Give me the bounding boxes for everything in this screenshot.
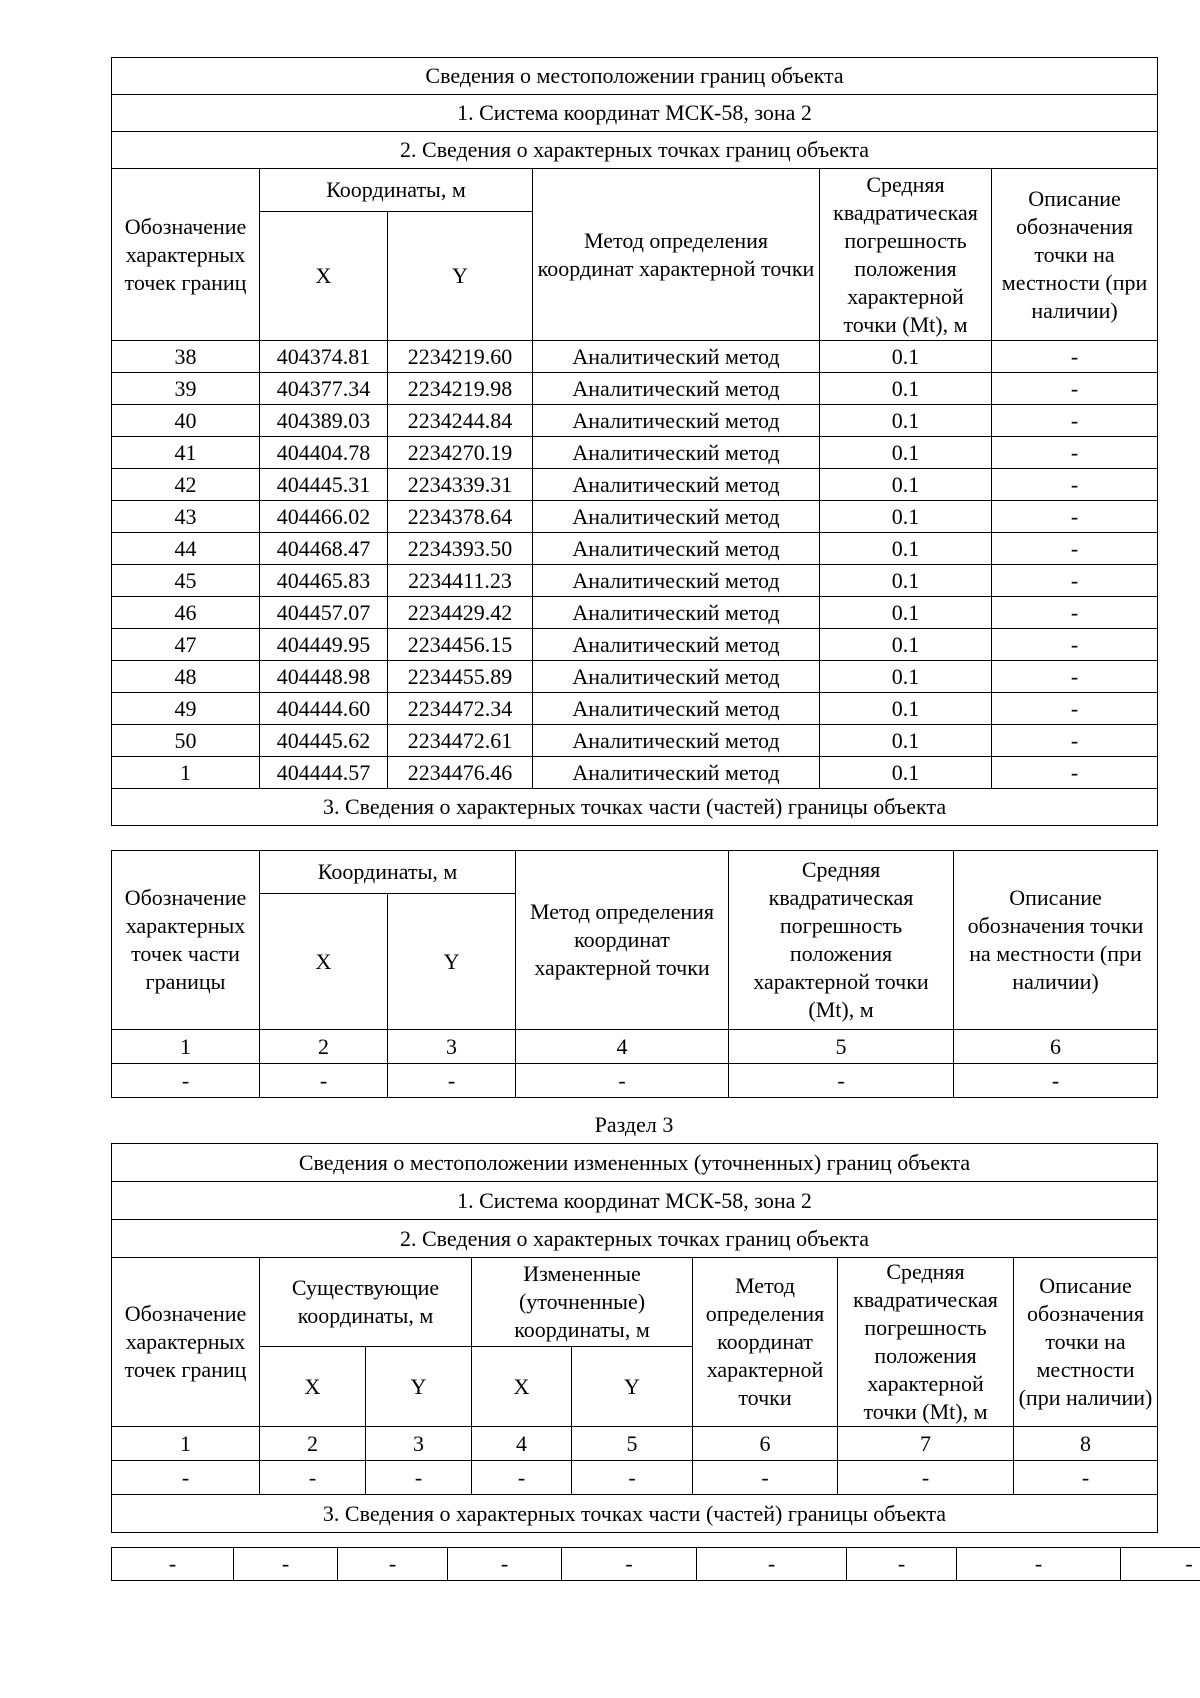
error-value: 0.1	[820, 661, 992, 693]
empty-cell: -	[957, 1548, 1121, 1581]
coord-y: 2234472.34	[388, 693, 533, 725]
point-number: 40	[112, 405, 260, 437]
table-title: Сведения о местоположении границ объекта	[112, 58, 1158, 95]
coord-x: 404457.07	[260, 597, 388, 629]
point-number: 41	[112, 437, 260, 469]
description-value: -	[992, 757, 1158, 789]
header-error: Средняя квадратическая погрешность положения характерной точки (Mt), м	[820, 169, 992, 341]
error-value: 0.1	[820, 437, 992, 469]
empty-cell: -	[260, 1461, 366, 1495]
coord-y: 2234455.89	[388, 661, 533, 693]
header-method: Метод определения координат характерной точки	[516, 851, 729, 1030]
coord-x: 404465.83	[260, 565, 388, 597]
error-value: 0.1	[820, 693, 992, 725]
empty-cell: -	[448, 1548, 562, 1581]
point-number: 45	[112, 565, 260, 597]
description-value: -	[992, 661, 1158, 693]
empty-cell: -	[693, 1461, 838, 1495]
coord-y: 2234270.19	[388, 437, 533, 469]
description-value: -	[992, 437, 1158, 469]
section-heading: 3. Сведения о характерных точках части (частей) границы объекта	[112, 1495, 1158, 1533]
coord-y: 2234411.23	[388, 565, 533, 597]
header-x: X	[472, 1347, 572, 1427]
description-value: -	[992, 405, 1158, 437]
method-value: Аналитический метод	[533, 533, 820, 565]
boundary-points-table	[111, 57, 1158, 826]
point-number: 50	[112, 725, 260, 757]
coord-x: 404445.62	[260, 725, 388, 757]
coord-x: 404445.31	[260, 469, 388, 501]
column-number: 2	[260, 1427, 366, 1461]
header-description: Описание обозначения точки на местности (при наличии)	[1014, 1258, 1158, 1427]
empty-cell: -	[562, 1548, 697, 1581]
coord-x: 404377.34	[260, 373, 388, 405]
table-row	[112, 757, 1158, 789]
coordinate-system: 1. Система координат МСК-58, зона 2	[112, 95, 1158, 132]
header-designation: Обозначение характерных точек границ	[112, 1258, 260, 1427]
coord-y: 2234244.84	[388, 405, 533, 437]
coord-y: 2234429.42	[388, 597, 533, 629]
error-value: 0.1	[820, 629, 992, 661]
table-row	[112, 661, 1158, 693]
table-row	[112, 565, 1158, 597]
point-number: 39	[112, 373, 260, 405]
header-coordinates: Координаты, м	[260, 851, 516, 894]
method-value: Аналитический метод	[533, 373, 820, 405]
column-number: 3	[388, 1030, 516, 1064]
coord-y: 2234339.31	[388, 469, 533, 501]
method-value: Аналитический метод	[533, 437, 820, 469]
changed-part-boundary-table	[111, 1547, 1200, 1581]
coord-y: 2234472.61	[388, 725, 533, 757]
header-x: X	[260, 212, 388, 341]
empty-cell: -	[388, 1064, 516, 1098]
empty-cell: -	[260, 1064, 388, 1098]
description-value: -	[992, 341, 1158, 373]
point-number: 1	[112, 757, 260, 789]
coord-x: 404468.47	[260, 533, 388, 565]
empty-cell: -	[516, 1064, 729, 1098]
point-number: 43	[112, 501, 260, 533]
column-number: 3	[366, 1427, 472, 1461]
method-value: Аналитический метод	[533, 501, 820, 533]
coord-x: 404448.98	[260, 661, 388, 693]
table-row	[112, 629, 1158, 661]
coord-y: 2234219.60	[388, 341, 533, 373]
table-title: Сведения о местоположении измененных (уточненных) границ объекта	[112, 1144, 1158, 1182]
coordinate-system: 1. Система координат МСК-58, зона 2	[112, 1182, 1158, 1220]
description-value: -	[992, 501, 1158, 533]
error-value: 0.1	[820, 565, 992, 597]
method-value: Аналитический метод	[533, 629, 820, 661]
description-value: -	[992, 373, 1158, 405]
header-error: Средняя квадратическая погрешность положения характерной точки (Mt), м	[838, 1258, 1014, 1427]
description-value: -	[992, 693, 1158, 725]
header-description: Описание обозначения точки на местности (при наличии)	[992, 169, 1158, 341]
coord-y: 2234476.46	[388, 757, 533, 789]
method-value: Аналитический метод	[533, 661, 820, 693]
description-value: -	[992, 469, 1158, 501]
point-number: 49	[112, 693, 260, 725]
section-label: Раздел 3	[594, 1112, 674, 1137]
point-number: 44	[112, 533, 260, 565]
coord-y: 2234456.15	[388, 629, 533, 661]
header-x: X	[260, 1347, 366, 1427]
point-number: 48	[112, 661, 260, 693]
table-row	[112, 693, 1158, 725]
header-method: Метод определения координат характерной точки	[533, 169, 820, 341]
empty-cell: -	[366, 1461, 472, 1495]
method-value: Аналитический метод	[533, 565, 820, 597]
method-value: Аналитический метод	[533, 757, 820, 789]
empty-cell: -	[847, 1548, 957, 1581]
header-y: Y	[572, 1347, 693, 1427]
empty-cell: -	[729, 1064, 954, 1098]
table-row	[112, 725, 1158, 757]
error-value: 0.1	[820, 405, 992, 437]
method-value: Аналитический метод	[533, 405, 820, 437]
header-x: X	[260, 894, 388, 1030]
coord-x: 404444.60	[260, 693, 388, 725]
header-existing-coordinates: Существующие координаты, м	[260, 1258, 472, 1347]
table-row	[112, 469, 1158, 501]
error-value: 0.1	[820, 725, 992, 757]
empty-cell: -	[472, 1461, 572, 1495]
method-value: Аналитический метод	[533, 693, 820, 725]
coord-y: 2234393.50	[388, 533, 533, 565]
method-value: Аналитический метод	[533, 597, 820, 629]
point-number: 46	[112, 597, 260, 629]
part-boundary-points-table	[111, 850, 1158, 1098]
column-number: 2	[260, 1030, 388, 1064]
coord-x: 404444.57	[260, 757, 388, 789]
coord-y: 2234219.98	[388, 373, 533, 405]
table-row	[112, 533, 1158, 565]
error-value: 0.1	[820, 533, 992, 565]
empty-cell: -	[1014, 1461, 1158, 1495]
coord-x: 404404.78	[260, 437, 388, 469]
description-value: -	[992, 565, 1158, 597]
section-heading: 2. Сведения о характерных точках границ объекта	[112, 1220, 1158, 1258]
error-value: 0.1	[820, 341, 992, 373]
method-value: Аналитический метод	[533, 469, 820, 501]
method-value: Аналитический метод	[533, 725, 820, 757]
empty-cell: -	[338, 1548, 448, 1581]
error-value: 0.1	[820, 757, 992, 789]
column-number: 1	[112, 1427, 260, 1461]
point-number: 42	[112, 469, 260, 501]
error-value: 0.1	[820, 469, 992, 501]
header-designation: Обозначение характерных точек части границы	[112, 851, 260, 1030]
empty-cell: -	[572, 1461, 693, 1495]
error-value: 0.1	[820, 501, 992, 533]
empty-cell: -	[1121, 1548, 1200, 1581]
section-heading: 2. Сведения о характерных точках границ объекта	[112, 132, 1158, 169]
table-row	[112, 501, 1158, 533]
point-number: 47	[112, 629, 260, 661]
coord-x: 404374.81	[260, 341, 388, 373]
column-number: 7	[838, 1427, 1014, 1461]
header-description: Описание обозначения точки на местности (при наличии)	[954, 851, 1158, 1030]
column-number: 6	[954, 1030, 1158, 1064]
description-value: -	[992, 533, 1158, 565]
header-method: Метод определения координат характерной точки	[693, 1258, 838, 1427]
description-value: -	[992, 597, 1158, 629]
empty-cell: -	[234, 1548, 338, 1581]
column-number: 5	[572, 1427, 693, 1461]
coord-x: 404389.03	[260, 405, 388, 437]
empty-cell: -	[838, 1461, 1014, 1495]
coord-x: 404466.02	[260, 501, 388, 533]
table-row	[112, 373, 1158, 405]
empty-cell: -	[112, 1461, 260, 1495]
column-number: 1	[112, 1030, 260, 1064]
point-number: 38	[112, 341, 260, 373]
header-y: Y	[388, 212, 533, 341]
column-number: 4	[516, 1030, 729, 1064]
error-value: 0.1	[820, 373, 992, 405]
coord-y: 2234378.64	[388, 501, 533, 533]
empty-cell: -	[697, 1548, 847, 1581]
empty-cell: -	[112, 1548, 234, 1581]
column-number: 4	[472, 1427, 572, 1461]
table-row	[112, 437, 1158, 469]
column-number: 5	[729, 1030, 954, 1064]
header-y: Y	[388, 894, 516, 1030]
table-row	[112, 597, 1158, 629]
method-value: Аналитический метод	[533, 341, 820, 373]
section-heading: 3. Сведения о характерных точках части (частей) границы объекта	[112, 789, 1158, 826]
table-row	[112, 405, 1158, 437]
empty-cell: -	[954, 1064, 1158, 1098]
header-y: Y	[366, 1347, 472, 1427]
description-value: -	[992, 629, 1158, 661]
empty-cell: -	[112, 1064, 260, 1098]
header-coordinates: Координаты, м	[260, 169, 533, 212]
header-error: Средняя квадратическая погрешность положения характерной точки (Mt), м	[729, 851, 954, 1030]
changed-boundary-table	[111, 1143, 1158, 1533]
description-value: -	[992, 725, 1158, 757]
column-number: 8	[1014, 1427, 1158, 1461]
header-changed-coordinates: Измененные (уточненные) координаты, м	[472, 1258, 693, 1347]
coord-x: 404449.95	[260, 629, 388, 661]
column-number: 6	[693, 1427, 838, 1461]
table-row	[112, 341, 1158, 373]
header-designation: Обозначение характерных точек границ	[112, 169, 260, 341]
error-value: 0.1	[820, 597, 992, 629]
